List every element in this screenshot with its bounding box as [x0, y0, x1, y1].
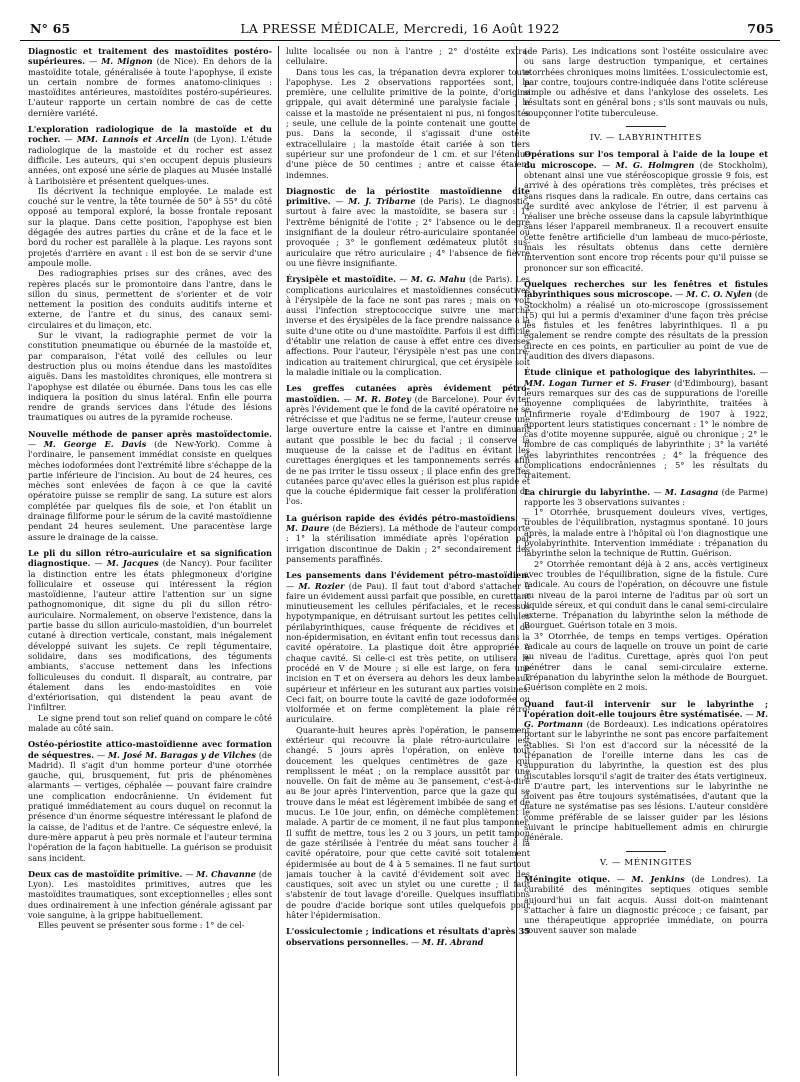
article [28, 869, 272, 931]
page-header [20, 18, 780, 41]
page-number: 705 [747, 21, 774, 36]
text-column-2 [286, 46, 530, 1076]
article-lead: Opérations sur l'os temporal à l'aide de la loupe et du microscope. — M. G. Holmgren (de Stockholm), obtenant ainsi une vue stéréoscopique grossie 9 fois, est arrivé à des opérations très complètes, très précises et sans risques dans la radicale. En outre, dans certains cas de surdité avec ankylose de l'étrier, il est parvenu à réaliser une brèche osseuse dans la capsule labyrinthique sans léser l'appareil membraneux. Il a recouvert ensuite cette fenêtre artificielle d'un lambeau de muco-périoste, mais les résultats obtenus dans cette dernière intervention sont encore trop récents pour qu'il puisse se prononcer sur son efficacité. [524, 149, 768, 273]
article-lead-text: (de Lyon). Les mastoïdites primitives, autres que les mastoïdites traumatiques, sont exceptionnelles ; elles sont dues ordinairement à une infection générale agissant par voie sanguine, à la grippe habituellement. [28, 868, 272, 921]
article [28, 124, 272, 423]
article-author: M. H. Abrand [421, 936, 484, 947]
article-continuation [286, 46, 530, 180]
article-lead: Diagnostic de la périostite mastoïdienne dite primitive. — M. J. Tribarne (de Paris). Le diagnostic, surtout à faire avec la mastoïdite, se basera sur : 1° l'extrême bénignité de l'otite ; 2° l'absence ou le degré insignifiant de la douleur rétro-auriculaire spontanée ou provoquée ; 3° le gonflement œdémateux plutôt sus-auriculaire que rétro auriculaire ; 4° l'absence de fièvre ou une fièvre insignifiante. [286, 185, 530, 268]
article-author: M. Mignon [101, 56, 153, 67]
article-author: M. Lasagna [664, 486, 719, 497]
article-author: MM. Lannois et Arcelin [76, 134, 190, 145]
section-rule [626, 126, 666, 127]
article-paragraph: Le signe prend tout son relief quand on compare le côté malade au côté sain. [28, 712, 272, 733]
article-lead: Érysipèle et mastoïdite. — M. G. Mahu (de Paris). Les complications auriculaires et mastoïdiennes consécutives à l'érysipèle de la face ne sont pas rares ; mais on voit aussi l'infection streptococcique suivre une marche inverse et des érysipèles de la face prendre naissance à la suite d'une otite ou d'une mastoïdite. Parfois il est difficile d'établir une relation de cause à effet entre ces diverses affections. Pour l'auteur, l'érysipèle n'est pas une contre-indication au traitement chirurgical, que cet érysipèle soit la maladie initiale ou la complication. [286, 274, 530, 377]
article-lead: Ostéo-périostite attico-mastoïdienne avec formation de séquestres. — M. José M. Baragas y de Vilches (de Madrid). Il s'agit d'un homme porteur d'une otorrhée gauche, qui, brusquement, fut pris de phénomènes alarmants — vertiges, céphalée — pouvant faire craindre une complication endocrânienne. Un évidement fut pratiqué immédiatement au cours duquel on reconnut la présence d'un énorme séquestre intéressant le plafond de la caisse, de l'aditus et de l'antre. Ce séquestre enlevé, la dure-mère apparut à peu près normale et l'auteur termina l'opération de la façon habituelle. La guérison se produisit sans incident. [28, 739, 272, 863]
article-author: MM. Logan Turner et S. Fraser [524, 377, 671, 388]
article-lead-text: (de Parme) rapporte les 3 observations suivantes : [524, 486, 768, 507]
article-title: Méningite otique. [524, 873, 611, 884]
article-lead: L'ossiculectomie ; indications et résultats d'après 35 observations personnelles. — M. H. Abrand [286, 926, 530, 947]
article-lead: La guérison rapide des évidés pétro-mastoïdiens. — M. Daure (de Béziers). La méthode de l'auteur comporte : 1° la stérilisation immédiate après l'opération par irrigation discontinue de Dakin ; 2° secondairement des pansements paraffinés. [286, 512, 530, 564]
article-lead: Les pansements dans l'évidement pétro-mastoïdien. — M. Rozier (de Pau). Il faut tout d'abord s'attacher à faire un évidement aussi parfait que possible, en curettant minutieusement les cellules périfaciales, et le recessus hypotympanique, en détruisant surtout les petites cellules périlabyrinthiques, cause fréquente de récidives et de non-épidermisation, en évitant enfin tout recessus dans la cavité opératoire. La plastique doit être appropriée à chaque cavité. Si celle-ci est très petite, on utilisera le procédé en V de Moure ; si elle est large, on fera une incision en T et on éversera au dehors les deux lambeaux supérieur et inférieur en les suturant aux parties voisines. Ceci fait, on bourre toute la cavité de gaze iodoformée ou violformée et on ferme complètement la plaie rétro-auriculaire. [286, 570, 530, 725]
article-paragraph: Ils décrivent la technique employée. Le malade est couché sur le ventre, la tête tournée de 50° à 55° du côté opposé au temporal exploré, la bosse frontale reposant sur la plaque. Dans cette position, l'apophyse est bien dégagée des autres parties du crâne et de la face et le bord du rocher est parallèle à la plaque. Les rayons sont projetés d'arrière en avant : il est bon de se servir d'une ampoule molle. [28, 185, 272, 268]
article-title: Quand faut-il intervenir sur le labyrinthe ; l'opération doit-elle toujours être systématisée. [524, 698, 768, 719]
article-lead: Étude clinique et pathologique des labyrinthites. — MM. Logan Turner et S. Fraser (d'Edimbourg), basant leurs remarques sur des cas de suppurations de l'oreille moyenne compliquées de labyrinthite, traitées à l'Infirmerie royale d'Edimbourg de 1907 à 1922, apportent leurs statistiques concernant : 1° le nombre de cas d'otite moyenne suppurée, aiguë ou chronique ; 2° le nombre de cas compliqués de labyrinthite ; 3° la variété des labyrinthites rencontrées ; 4° la fréquence des complications endocrâniennes ; 5° les résultats du traitement. [524, 367, 768, 481]
article-paragraph: D'autre part, les interventions sur le labyrinthe ne doivent pas être toujours systématisées, d'autant que la nature ne systématise pas ses lésions. L'auteur considère comme préférable de se laisser guider par les lésions suivant le principe habituellement admis en chirurgie générale. [524, 780, 768, 843]
article-lead-text: (de New-York). Comme à l'ordinaire, le pansement immédiat consiste en quelques mèches iodoformées dont l'extrémité libre s'échappe de la partie inférieure de l'incision. Au bout de 24 heures, ces mèches sont enlevées de façon à ce que la cavité opératoire puisse se remplir de sang. La suture est alors complétée par quelques fils de soie, et l'on établit un drainage filiforme pour le sérum de la cavité mastoïdienne pendant 24 heures seulement. Une paracentèse large assure le drainage de la caisse. [28, 438, 272, 542]
article-title: La guérison rapide des évidés pétro-mastoïdiens. [286, 512, 518, 523]
article-title: L'exploration radiologique de la mastoïde et du rocher. [28, 124, 272, 145]
article-title: Érysipèle et mastoïdite. [286, 274, 397, 285]
article-author: M. George E. Davis [43, 438, 147, 449]
article-lead: Deux cas de mastoïdite primitive. — M. Chavanne (de Lyon). Les mastoïdites primitives, autres que les mastoïdites traumatiques, sont exceptionnelles ; elles sont dues ordinairement à une infection générale agissant par voie sanguine, à la grippe habituellement. [28, 868, 272, 921]
article-title: La chirurgie du labyrinthe. [524, 486, 651, 497]
article-paragraph: Elles peuvent se présenter sous forme : 1° de cel- [38, 920, 245, 931]
article [28, 739, 272, 863]
article-paragraph: (de Paris). Les indications sont l'ostéite ossiculaire avec ou sans large destruction tympanique, et certaines otorrhées chroniques moins limitées. L'ossiculectomie est, par contre, toujours contre-indiquée dans l'otite scléreuse simple ou adhésive et dans l'ankylose des osselets. Les résultats sont en général bons ; s'ils sont mauvais ou nuls, soupçonner l'otite tuberculeuse. [524, 46, 768, 118]
article-title: Les greffes cutanées après évidement pétro-mastoïdien. [286, 383, 530, 404]
article-author: M. Rozier [298, 580, 345, 591]
column-divider [278, 46, 279, 1076]
article-title: Diagnostic de la périostite mastoïdienne dite primitive. [286, 185, 530, 207]
article [524, 874, 768, 936]
article-author: M. Daure [286, 523, 330, 534]
article-lead-text: (de Paris). Les complications auriculaires et mastoïdiennes consécutives à l'érysipèle de la face ne sont pas rares ; mais on voit aussi l'infection streptococcique suivre une marche inverse et des érysipèles de la face prendre naissance à la suite d'une otite ou d'une mastoïdite. Parfois il est difficile d'établir une relation de cause à effet entre ces diverses affections. Pour l'auteur, l'érysipèle n'est pas une contre-indication au traitement chirurgical, que cet érysipèle soit la maladie initiale ou la complication. [286, 274, 530, 377]
column-divider [516, 46, 517, 1076]
article-title: Les pansements dans l'évidement pétro-mastoïdien. [286, 570, 530, 581]
section-rule [626, 851, 666, 852]
article-title: Quelques recherches sur les fenêtres et fistules labyrinthiques sous microscope. [524, 278, 768, 300]
article [286, 383, 530, 507]
article-lead: Le pli du sillon rétro-auriculaire et sa signification diagnostique. — M. Jacques (de Nancy). Pour faciliter la distinction entre les états phlegmoneux d'origine folliculaire et osseuse qui intéressent la région mastoïdienne, l'auteur attire l'attention sur un signe pathognomonique, dit signe du pli du sillon rétro-auriculaire. Normalement, on observe l'existence, dans la partie basse du sillon auriculo-mastoïdien, d'un bourrelet cutané à direction verticale, constant, mais inégalement développé suivant les sujets. Ce repli tégumentaire, solidaire, dans ses modifications, des téguments ambiants, s'accuse nettement dans les infections folliculeuses du conduit. Il disparaît, au contraire, par étalement dans les endo-mastoïdites en voie d'extériorisation, qui distendent la peau avant de l'infiltrer. [28, 547, 272, 713]
article-paragraph: lulite localisée ou non à l'antre ; 2° d'ostéite extra-cellulaire. [286, 46, 530, 67]
article-lead: Quelques recherches sur les fenêtres et fistules labyrinthiques sous microscope. — M. C. O. Nylen (de Stockholm) a réalisé un oto-microscope (grossissement 15) qui lui a permis d'examiner d'une façon très précise les fistules et les fenêtres labyrinthiques. Il a pu également se rendre compte des résultats de la pression directe en ces points, en particulier au point de vue de l'audition des divers diapasons. [524, 278, 768, 362]
article-title: Étude clinique et pathologique des labyrinthites. [524, 367, 756, 378]
article-lead-text: (de Béziers). La méthode de l'auteur comporte : 1° la stérilisation immédiate après l'opération par irrigation discontinue de Dakin ; 2° secondairement des pansements paraffinés. [286, 523, 530, 564]
article [524, 149, 768, 273]
article-author: M. J. Tribarne [348, 196, 416, 207]
article [286, 274, 530, 377]
article-lead: Nouvelle méthode de panser après mastoïdectomie. — M. George E. Davis (de New-York). Comme à l'ordinaire, le pansement immédiat consiste en quelques mèches iodoformées dont l'extrémité libre s'échappe de la partie inférieure de l'incision. Au bout de 24 heures, ces mèches sont enlevées de façon à ce que la cavité opératoire puisse se remplir de sang. La suture est alors complétée par quelques fils de soie, et l'on établit un drainage filiforme pour le sérum de la cavité mastoïdienne pendant 24 heures seulement. Une paracentèse large assure le drainage de la caisse. [28, 428, 272, 542]
article-title: Opérations sur l'os temporal à l'aide de la loupe et du microscope. [524, 149, 768, 170]
article-title: Nouvelle méthode de panser après mastoïdectomie. [28, 428, 272, 439]
article-title: Le pli du sillon rétro-auriculaire et sa signification diagnostique. [28, 547, 272, 569]
article [286, 186, 530, 268]
article-lead-text: (de Paris). Le diagnostic, surtout à faire avec la mastoïdite, se basera sur : 1° l'extrême bénignité de l'otite ; 2° l'absence ou le degré insignifiant de la douleur rétro-auriculaire spontanée ou provoquée ; 3° le gonflement œdémateux plutôt sus-auriculaire que rétro auriculaire ; 4° l'absence de fièvre ou une fièvre insignifiante. [286, 196, 530, 268]
text-column-1 [28, 46, 272, 1076]
article [286, 513, 530, 564]
masthead-title: LA PRESSE MÉDICALE, Mercredi, 16 Août 1922 [240, 21, 560, 36]
article-paragraph: 3° Otorrhée, de temps en temps vertiges. Opération radicale au cours de laquelle on trouve un point de carie au niveau de l'aditus. Curettage, après quoi l'on peut pénétrer dans le canal semi-circulaire externe. Trépanation du labyrinthe selon la méthode de Bourguet. Guérison complète en 2 mois. [524, 630, 768, 693]
article-lead: Les greffes cutanées après évidement pétro-mastoïdien. — M. R. Botey (de Barcelone). Pour éviter après l'évidement que le fond de la cavité opératoire ne se rétrécisse et que l'aditus ne se ferme, l'auteur creuse une large ouverture entre la caisse et l'antre en diminuant autant que possible le bec du facial ; il conserve la muqueuse de la caisse et de l'aditus en évitant les curettages énergiques et les tamponnements serrés afin de ne pas irriter le tissu osseux ; il place enfin des greffes cutanées parce qu'avec elles la guérison est plus rapide et que la couche épidermique fait cesser la prolifération de l'os. [286, 383, 530, 507]
article [286, 926, 530, 947]
article-author: M. G. Portmann [524, 708, 768, 730]
article-author: M. José M. Baragas y de Vilches [107, 749, 256, 760]
article-paragraph: Dans tous les cas, la trépanation devra explorer toute l'apophyse. Les 2 observations rapportées sont, la première, une cellulite primitive de la pointe, d'origine grippale, qui avait déterminé une paralysie faciale ; la caisse et la mastoïde ne présentaient ni pus, ni fongosités ; seule, une cellule de la pointe contenait une goutte de pus. Dans la seconde, il s'agissait d'une ostéite extracellulaire ; la mastoïde était cariée à son tiers supérieur sur une profondeur de 1 cm. et sur l'étendue d'une pièce de 50 centimes ; antre et caisse étaient indemnes. [286, 66, 530, 180]
article [524, 367, 768, 480]
section-label: IV. — LABYRINTHITES [590, 133, 702, 144]
article-paragraph: Sur le vivant, la radiographie permet de voir la constitution pneumatique ou éburnée de la mastoïde et, par comparaison, l'état voilé des cellules ou leur destruction plus ou moins étendue dans les mastoïdites aiguës. Dans les mastoïdites chroniques, elle montrera si l'apophyse est dilatée ou éburnée. Dans tous les cas elle indiquera la position du sinus latéral. Enfin elle pourra rendre de grands services dans l'étude des lésions traumatiques ou autres de la pyramide rocheuse. [28, 330, 272, 423]
section-label: V. — MÉNINGITES [599, 857, 693, 868]
article [524, 279, 768, 361]
article [28, 46, 272, 118]
article-lead: Quand faut-il intervenir sur le labyrinthe ; l'opération doit-elle toujours être systématisée. — M. G. Portmann (de Bordeaux). Les indications opératoires portant sur le labyrinthe ne sont pas encore parfaitement établies. Si l'on est d'accord sur la nécessité de la trépanation de l'oreille interne dans les cas de suppuration du labyrinthe, la question est des plus discutables lorsqu'il s'agit de traiter des états vertigineux. [524, 698, 768, 781]
article [28, 429, 272, 542]
article-author: M. Jacques [106, 558, 159, 569]
section-heading [524, 851, 768, 868]
article-lead: Diagnostic et traitement des mastoïdites postéro-supérieures. — M. Mignon (de Nice). En dehors de la mastoïdite totale, généralisée à toute l'apophyse, il existe un certain nombre de formes anatomo-cliniques : mastoïdites antérieures, mastoïdites postéro-supérieures. L'auteur rapporte un certain nombre de cas de cette dernière variété. [28, 46, 272, 118]
issue-number: N° 65 [30, 21, 71, 36]
article-lead: L'exploration radiologique de la mastoïde et du rocher. — MM. Lannois et Arcelin (de Lyon). L'étude radiologique de la mastoïde et du rocher est assez difficile. Les auteurs, qui s'en occupent depuis plusieurs années, ont exposé une série de plaques au Musée installé à Lariboisière et présentent quelques-unes. [28, 124, 272, 186]
article-paragraph: Quarante-huit heures après l'opération, le pansement extérieur qui recouvre la plaie rétro-auriculaire est changé. 5 jours après l'opération, on enlève tout doucement les quelques centimètres de gaze qui remplissent le méat ; on la remplace aussitôt par une nouvelle. On fait de même au 3e pansement, c'est-à-dire au 8e jour après l'intervention, parce que la gaze qui se trouve dans le méat est légèrement imbibée de sang et de mucus. Le 10e jour, enfin, on démèche complètement le malade. A partir de ce moment, il ne faut plus tamponner. Il suffit de mettre, tous les 2 ou 3 jours, un petit tampon de gaze stérilisée à l'entrée du méat sans toucher à la cavité opératoire, pour que cette cavité soit totalement épidermisée au bout de 4 à 5 semaines. Il ne faut surtout jamais toucher à la cavité d'évidement soit avec des caustiques, soit avec un stylet ou une curette ; il faut s'abstenir de tout lavage d'oreille. Quelques insufflations de poudre d'acide borique sont utiles quelquefois pour hâter l'épidermisation. [286, 724, 530, 921]
article-continuation [524, 46, 768, 118]
article-paragraph: 2° Otorrhée remontant déjà à 2 ans, accès vertigineux avec troubles de l'équilibration, signe de la fistule. Cure radicale. Au cours de l'opération, on découvre une fistule au niveau de la paroi interne de l'aditus par où sort un liquide séreux, et qui conduit dans le canal semi-circulaire externe. Trépanation du labyrinthe selon la méthode de Bourguet. Guérison totale en 3 mois. [524, 558, 768, 631]
article-title: Deux cas de mastoïdite primitive. [28, 868, 183, 879]
article-author: M. Chavanne [196, 868, 256, 879]
article-lead-text: (de Pau). Il faut tout d'abord s'attacher à faire un évidement aussi parfait que possible, en curettant minutieusement les cellules périfaciales, et le recessus hypotympanique, en détruisant surtout les petites cellules périlabyrinthiques, cause fréquente de récidives et de non-épidermisation, en évitant enfin tout recessus dans la cavité opératoire. La plastique doit être appropriée à chaque cavité. Si celle-ci est très petite, on utilisera le procédé en V de Moure ; si elle est large, on fera une incision en T et on éversera au dehors les deux lambeaux supérieur et inférieur en les suturant aux parties voisines. Ceci fait, on bourre toute la cavité de gaze iodoformée ou violformée et on ferme complètement la plaie rétro-auriculaire. [286, 580, 530, 725]
article-lead-text: (de Londres). La curabilité des méningites septiques otiques semble aujourd'hui un fait acquis. Aussi doit-on maintenant s'attacher à faire un diagnostic précoce ; ce faisant, par une thérapeutique appropriée immédiate, on pourra souvent sauver son malade [524, 873, 768, 936]
article-lead-text: (d'Edimbourg), basant leurs remarques sur des cas de suppurations de l'oreille moyenne compliquées de labyrinthite, traitées à l'Infirmerie royale d'Edimbourg de 1907 à 1922, apportent leurs statistiques concernant : 1° le nombre de cas d'otite moyenne suppurée, aiguë ou chronique ; 2° le nombre de cas compliqués de labyrinthite ; 3° la variété des labyrinthites rencontrées ; 4° la fréquence des complications endocrâniennes ; 5° les résultats du traitement. [524, 377, 768, 481]
article-lead-text: (de Barcelone). Pour éviter après l'évidement que le fond de la cavité opératoire ne se rétrécisse et que l'aditus ne se ferme, l'auteur creuse une large ouverture entre la caisse et l'antre en diminuant autant que possible le bec du facial ; il conserve la muqueuse de la caisse et de l'aditus en évitant les curettages énergiques et les tamponnements serrés afin de ne pas irriter le tissu osseux ; il place enfin des greffes cutanées parce qu'avec elles la guérison est plus rapide et que la couche épidermique fait cesser la prolifération de l'os. [286, 393, 530, 507]
article [28, 548, 272, 733]
article-lead: Méningite otique. — M. Jenkins (de Londres). La curabilité des méningites septiques otiques semble aujourd'hui un fait acquis. Aussi doit-on maintenant s'attacher à faire un diagnostic précoce ; ce faisant, par une thérapeutique appropriée immédiate, on pourra souvent sauver son malade [524, 873, 768, 936]
article-author: M. R. Botey [355, 393, 411, 404]
article-title: Diagnostic et traitement des mastoïdites postéro-supérieures. [28, 46, 272, 67]
article [286, 570, 530, 920]
article-lead-text: (de Stockholm) a réalisé un oto-microscope (grossissement 15) qui lui a permis d'examiner d'une façon très précise les fistules et les fenêtres labyrinthiques. Il a pu également se rendre compte des résultats de la pression directe en ces points, en particulier au point de vue de l'audition des divers diapasons. [524, 289, 768, 362]
article-author: M. G. Mahu [410, 274, 466, 285]
article-author: M. G. Holmgren [615, 159, 695, 170]
article-author: M. C. O. Nylen [686, 289, 753, 300]
article [524, 699, 768, 843]
article-lead-text: (de Nice). En dehors de la mastoïdite totale, généralisée à toute l'apophyse, il existe un certain nombre de formes anatomo-cliniques : mastoïdites antérieures, mastoïdites postéro-supérieures. L'auteur rapporte un certain nombre de cas de cette dernière variété. [28, 56, 272, 118]
article-paragraph: Des radiographies prises sur des crânes, avec des repères placés sur le promontoire dans l'antre, dans le sillon du sinus, permettent de s'orienter et de voir nettement la position des conduits auditifs interne et externe, de l'antre et du sinus, des canaux semi-circulaires et du limaçon, etc. [28, 268, 272, 330]
article-title: Ostéo-périostite attico-mastoïdienne avec formation de séquestres. [28, 739, 272, 760]
article-title: L'ossiculectomie ; indications et résultats d'après 35 observations personnelles. [286, 926, 530, 947]
article-lead-text: (de Bordeaux). Les indications opératoires portant sur le labyrinthe ne sont pas encore parfaitement établies. Si l'on est d'accord sur la nécessité de la trépanation de l'oreille interne dans les cas de suppuration du labyrinthe, la question est des plus discutables lorsqu'il s'agit de traiter des états vertigineux. [524, 719, 768, 781]
article-lead: La chirurgie du labyrinthe. — M. Lasagna (de Parme) rapporte les 3 observations suivantes : [524, 486, 768, 507]
article-lead-text: (de Lyon). L'étude radiologique de la mastoïde et du rocher est assez difficile. Les auteurs, qui s'en occupent depuis plusieurs années, ont exposé une série de plaques au Musée installé à Lariboisière et présentent quelques-unes. [28, 134, 272, 186]
article-author: M. Jenkins [631, 873, 685, 884]
text-column-3 [524, 46, 768, 1076]
article-paragraph: 1° Otorrhée, brusquement douleurs vives, vertiges, troubles de l'équilibration, nystagmus spontané. 10 jours après, la malade entre à l'hôpital où l'on diagnostique une pyolabyrinthite. Intervention immédiate : trépanation du labyrinthe selon la technique de Ruttin. Guérison. [524, 507, 768, 559]
article-lead-text: (de Nancy). Pour faciliter la distinction entre les états phlegmoneux d'origine folliculaire et osseuse qui intéressent la région mastoïdienne, l'auteur attire l'attention sur un signe pathognomonique, dit signe du pli du sillon rétro-auriculaire. Normalement, on observe l'existence, dans la partie basse du sillon auriculo-mastoïdien, d'un bourrelet cutané à direction verticale, constant, mais inégalement développé suivant les sujets. Ce repli tégumentaire, solidaire, dans ses modifications, des téguments ambiants, s'accuse nettement dans les infections folliculeuses du conduit. Il disparaît, au contraire, par étalement dans les endo-mastoïdites en voie d'extériorisation, qui distendent la peau avant de l'infiltrer. [28, 558, 272, 713]
article [524, 487, 768, 693]
section-heading [524, 126, 768, 143]
article-lead-text: (de Madrid). Il s'agit d'un homme porteur d'une otorrhée gauche, qui, brusquement, fut pris de phénomènes alarmants — vertiges, céphalée — pouvant faire craindre une complication endocrânienne. Un évidement fut pratiqué immédiatement au cours duquel on reconnut la présence d'un énorme séquestre intéressant le plafond de la caisse, de l'aditus et de l'antre. Ce séquestre enlevé, la dure-mère apparut à peu près normale et l'auteur termina l'opération de la façon habituelle. La guérison se produisit sans incident. [28, 749, 272, 863]
article-lead-text: (de Stockholm), obtenant ainsi une vue stéréoscopique grossie 9 fois, est arrivé à des opérations très complètes, très précises et sans risques dans la radicale. En outre, dans certains cas de surdité avec ankylose de l'étrier, il est parvenu à réaliser une brèche osseuse dans la capsule labyrinthique sans léser l'appareil membraneux. Il a recouvert ensuite cette fenêtre artificielle d'un lambeau de muco-périoste, mais les résultats obtenus dans cette dernière intervention sont encore trop récents pour qu'il puisse se prononcer sur son efficacité. [524, 159, 768, 273]
